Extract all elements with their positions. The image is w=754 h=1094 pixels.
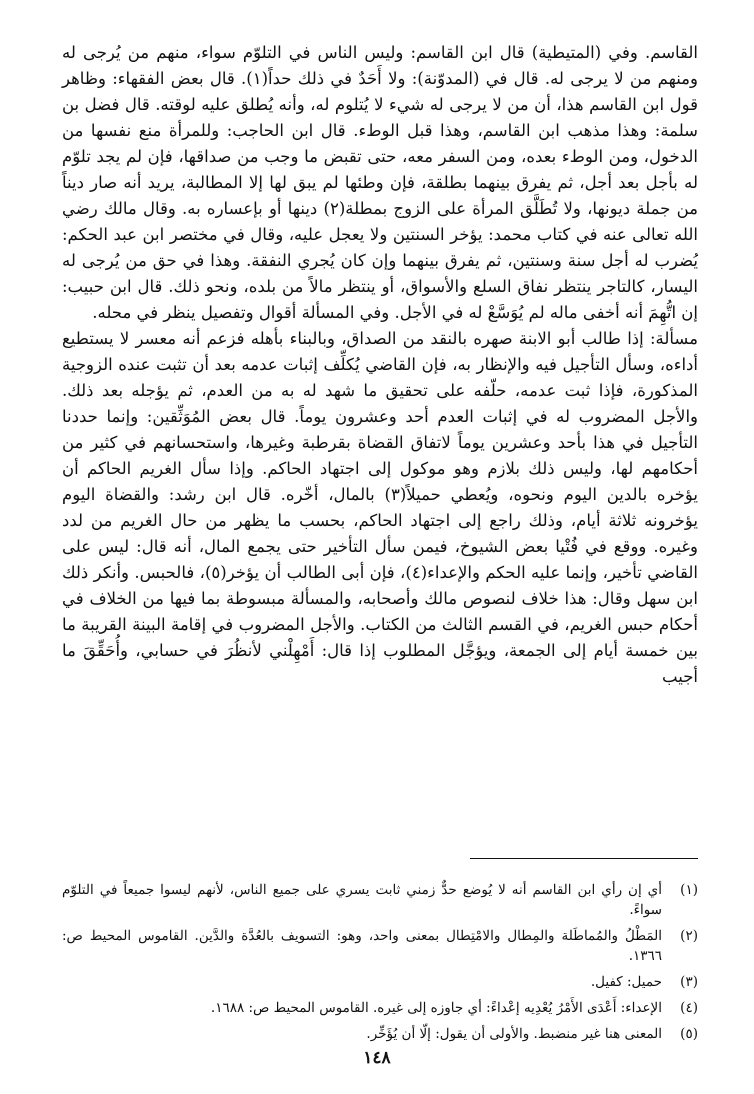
- paragraph-2: مسألة: إذا طالب أبو الابنة صهره بالنقد من الصداق، وبالبناء بأهله فزعم أنه معسر لا يستطيع أداءه، وسأل التأجيل فيه والإنظار به، فإن القاضي يُكلِّف إثبات عدمه بعد أن تثبت عنده الزوجية المذكورة، فإذا ثبت عدمه، حلّفه على تحقيق ما شهد له به من العدم، ثم يؤجله بعد ذلك. والأجل المضروب له في إثبات العدم أحد وعشرون يوماً. قال بعض المُوَثِّقين: وإنما حددنا التأجيل في هذا بأحد وعشرين يوماً لاتفاق القضاة بقرطبة وغيرها، واستحسانهم في كثير من أحكامهم لها، وليس ذلك بلازم وهو موكول إلى اجتهاد الحاكم. وإذا سأل الغريم الحاكم أن يؤخره بالدين اليوم ونحوه، ويُعطي حميلاً(٣) بالمال، أخّره. قال ابن رشد: والقضاة اليوم يؤخرونه ثلاثة أيام، وذلك راجع إلى اجتهاد الحاكم، بحسب ما يظهر من حال الغريم من لدد وغيره. ووقع في فُتْيا بعض الشيوخ، فيمن سأل التأخير حتى يجمع المال، أنه قال: ليس على القاضي تأخير، وإنما عليه الحكم والإعداء(٤)، فإن أبى الطالب أن يؤخر(٥)، فالحبس. وأنكر ذلك ابن سهل وقال: هذا خلاف لنصوص مالك وأصحابه، والمسألة مبسوطة بما فيها من الخلاف في أحكام حبس الغريم، في القسم الثالث من الكتاب. والأجل المضروب في إقامة البينة القريبة ما بين خمسة أيام إلى الجمعة، ويؤجَّل المطلوب إذا قال: أَمْهِلْني لأنظُرَ في حسابي، وأُحَقِّقَ ما أجيب: [62, 329, 698, 686]
- footnote-separator: [470, 858, 698, 859]
- footnote: [62, 1024, 698, 1044]
- footnote-number: (٣): [680, 974, 698, 990]
- footnote-number: (٤): [680, 1000, 698, 1016]
- footnote: [62, 926, 698, 966]
- footnote-text: حميل: كفيل.: [590, 974, 662, 990]
- footnote: [62, 880, 698, 920]
- footnote-text: المعنى هنا غير منضبط. والأولى أن يقول: إلّا أن يُؤَخِّر.: [366, 1026, 662, 1042]
- footnote-text: أي إن رأي ابن القاسم أنه لا يُوضع حدٌّ زمني ثابت يسري على جميع الناس، لأنهم ليسوا جميعاً في التلوّم سواءً.: [62, 882, 662, 918]
- main-text: [62, 40, 698, 690]
- footnote: [62, 972, 698, 992]
- footnote-text: المَطْلُ والمُماطَلة والمِطال والامْتِطال بمعنى واحد، وهو: التسويف بالعُدَّة والدَّين. القاموس المحيط ص: ١٣٦٦.: [62, 928, 662, 964]
- footnote-text: الإعداء: أَعْدَى الأَمْرُ يُعْدِيه إعْداءً: أي جاوزه إلى غيره. القاموس المحيط ص: ١٦٨٨.: [210, 1000, 662, 1016]
- paragraph-1: القاسم. وفي (المتيطية) قال ابن القاسم: وليس الناس في التلوّم سواء، منهم من يُرجى له ومنهم من لا يرجى له. قال في (المدوّنة): ولا أَحَدٌ في ذلك حداً(١). قال بعض الفقهاء: وظاهر قول ابن القاسم هذا، أن من لا يرجى له شيء لا يُتلوم له، وأنه يُطلق عليه لوقته. قال فضل بن سلمة: وهذا مذهب ابن القاسم، وهذا قبل الوطء. قال ابن الحاجب: وللمرأة منع نفسها من الدخول، ومن الوطء بعده، ومن السفر معه، حتى تقبض ما وجب من صداقها، فإن لم يجد تلوّم له بأجل بعد أجل، ثم يفرق بينهما بطلقة، فإن وطئها لم يبق لها إلا المطالبة، يريد أنه صار ديناً من جملة ديونها، ولا تُطَلَّق المرأة على الزوج بمطلة(٢) دينها أو بإعساره به. وقال مالك رضي الله تعالى عنه في كتاب محمد: يؤخر السنتين ولا يعجل عليه، وقال في مختصر ابن عبد الحكم: يُضرب له أجل سنة وسنتين، ثم يفرق بينهما وإن كان يُجري النفقة. وهذا في حق من يُرجى له اليسار، كالتاجر ينتظر نفاق السلع والأسواق، أو ينتظر مالاً من بلده، ونحو ذلك. قال ابن حبيب: إن اتُّهِمَ أنه أخفى ماله لم يُوَسَّعْ له في الأجل. وفي المسألة أقوال وتفصيل ينظر في محله.: [62, 43, 698, 322]
- footnote: [62, 998, 698, 1018]
- footnote-number: (١): [680, 882, 698, 898]
- footnote-number: (٥): [680, 1026, 698, 1042]
- page-number: ١٤٨: [363, 1048, 391, 1068]
- footnote-number: (٢): [680, 928, 698, 944]
- footnotes: [62, 880, 698, 1050]
